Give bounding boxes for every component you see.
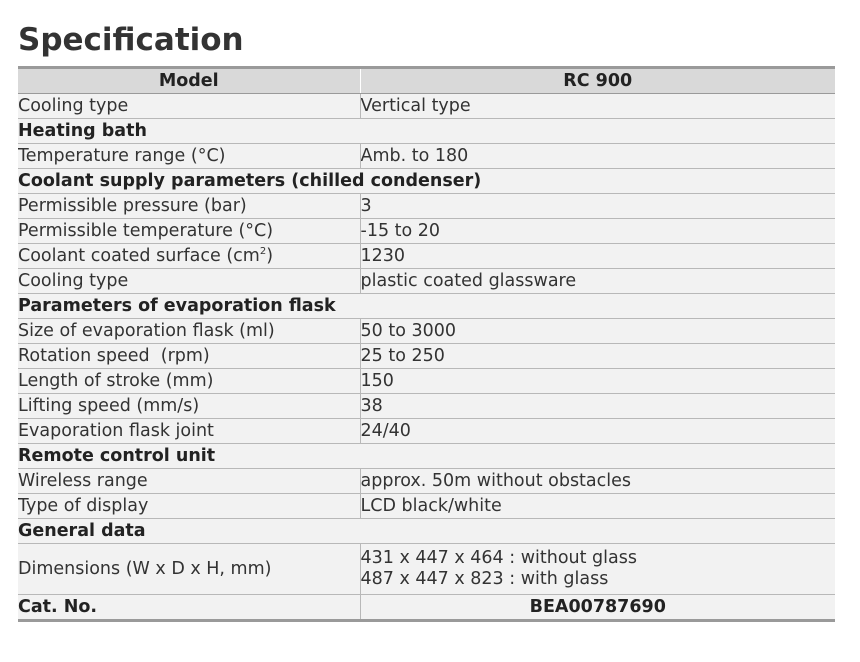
row-value: 50 to 3000 [360, 319, 835, 344]
section-row [18, 444, 835, 469]
table-row [18, 469, 835, 494]
row-label [18, 244, 360, 269]
row-value: 25 to 250 [360, 344, 835, 369]
header-model: Model [18, 68, 360, 94]
page-title: Specification [18, 22, 244, 58]
row-value-line-1: 431 x 447 x 464 : without glass [360, 548, 637, 568]
row-label: Length of stroke (mm) [18, 369, 360, 394]
row-value: 24/40 [360, 419, 835, 444]
table-row [18, 219, 835, 244]
specification-table [18, 66, 835, 622]
section-row [18, 169, 835, 194]
table-row [18, 269, 835, 294]
table-row [18, 319, 835, 344]
section-row [18, 519, 835, 544]
table-row [18, 344, 835, 369]
catalog-number-label: Cat. No. [18, 595, 360, 621]
table-row [18, 244, 835, 269]
row-value [360, 544, 835, 595]
table-row [18, 194, 835, 219]
row-value: -15 to 20 [360, 219, 835, 244]
row-value: approx. 50m without obstacles [360, 469, 835, 494]
row-value: 3 [360, 194, 835, 219]
row-label: Dimensions (W x D x H, mm) [18, 544, 360, 595]
table-row [18, 144, 835, 169]
row-label: Rotation speed (rpm) [18, 344, 360, 369]
row-label: Permissible temperature (°C) [18, 219, 360, 244]
section-heading: Remote control unit [18, 444, 835, 469]
table-row [18, 544, 835, 595]
catalog-number-value: BEA00787690 [360, 595, 835, 621]
row-value: LCD black/white [360, 494, 835, 519]
table-row [18, 369, 835, 394]
row-label: Size of evaporation flask (ml) [18, 319, 360, 344]
row-label-main: Coolant coated surface (cm [18, 246, 260, 266]
row-value-line-2: 487 x 447 x 823 : with glass [360, 569, 609, 589]
section-row [18, 294, 835, 319]
section-heading: Parameters of evaporation flask [18, 294, 835, 319]
row-value: 150 [360, 369, 835, 394]
row-value: Vertical type [360, 94, 835, 119]
row-value: 1230 [360, 244, 835, 269]
row-value: Amb. to 180 [360, 144, 835, 169]
section-heading: Heating bath [18, 119, 835, 144]
row-label: Temperature range (°C) [18, 144, 360, 169]
table-row [18, 394, 835, 419]
catalog-number-row [18, 595, 835, 621]
header-model-value: RC 900 [360, 68, 835, 94]
row-label: Type of display [18, 494, 360, 519]
table-row [18, 94, 835, 119]
row-label: Wireless range [18, 469, 360, 494]
row-label: Lifting speed (mm/s) [18, 394, 360, 419]
row-label: Evaporation flask joint [18, 419, 360, 444]
table-row [18, 494, 835, 519]
row-label: Permissible pressure (bar) [18, 194, 360, 219]
table-header-row [18, 68, 835, 94]
row-label-end: ) [266, 246, 274, 266]
row-label: Cooling type [18, 94, 360, 119]
row-value: 38 [360, 394, 835, 419]
section-heading: Coolant supply parameters (chilled condenser) [18, 169, 835, 194]
section-heading: General data [18, 519, 835, 544]
section-row [18, 119, 835, 144]
row-label-superscript: 2 [259, 246, 267, 258]
row-value: plastic coated glassware [360, 269, 835, 294]
table-row [18, 419, 835, 444]
row-label: Cooling type [18, 269, 360, 294]
